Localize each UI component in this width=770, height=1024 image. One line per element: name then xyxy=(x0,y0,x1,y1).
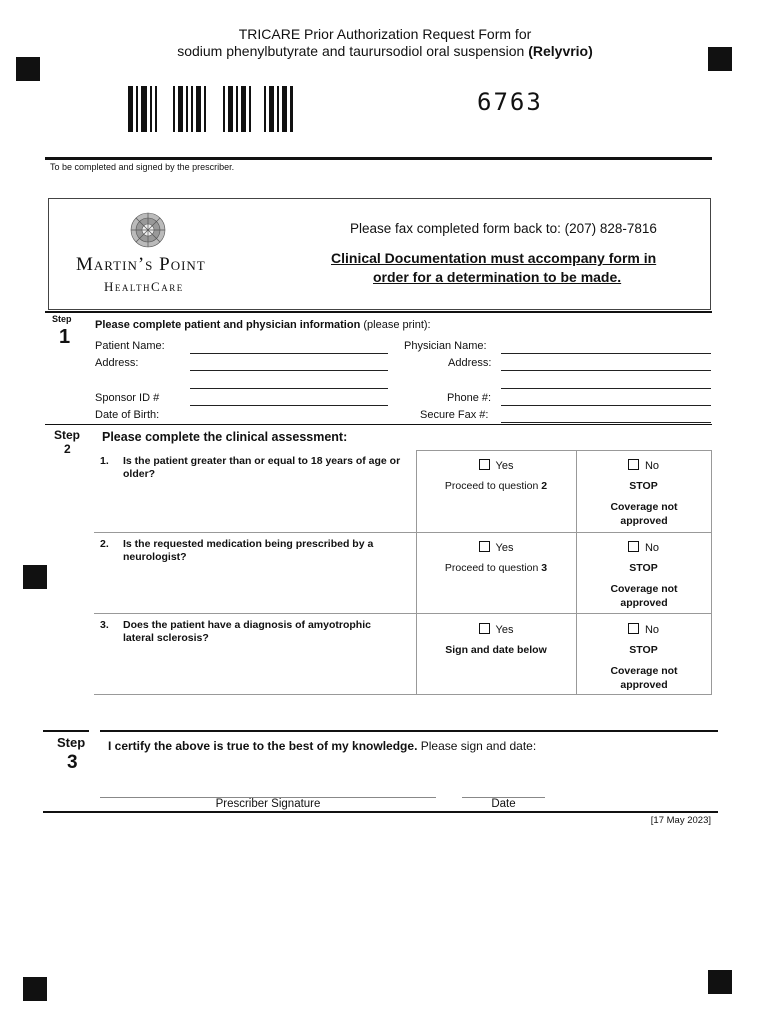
documentation-notice-line1: Clinical Documentation must accompany form in xyxy=(331,250,657,266)
documentation-notice-line2: order for a determination to be made. xyxy=(373,269,622,285)
step1-instruction xyxy=(95,319,431,331)
checkbox-icon[interactable] xyxy=(479,459,490,470)
patient-address-field[interactable] xyxy=(190,370,388,371)
phone-field[interactable] xyxy=(501,405,711,406)
question-3-no[interactable]: No xyxy=(576,623,711,636)
question-1-stop: STOP xyxy=(629,480,658,492)
physician-address-field[interactable] xyxy=(501,370,711,371)
step3-divider-left xyxy=(43,730,89,732)
step2-divider xyxy=(45,424,712,425)
registration-mark-bottom-left xyxy=(23,977,47,1001)
sponsor-id-label: Sponsor ID # xyxy=(95,392,160,404)
table-row-divider-2 xyxy=(94,613,712,614)
step1-instruction-rest: (please print): xyxy=(363,319,431,331)
dob-label: Date of Birth: xyxy=(95,409,160,421)
table-top-border xyxy=(416,450,712,451)
question-2-yes[interactable]: Yes xyxy=(416,541,576,554)
martins-point-logo-icon xyxy=(129,210,167,250)
checkbox-icon[interactable] xyxy=(628,459,639,470)
step1-label: Step xyxy=(52,314,72,324)
question-3-yes-action: Sign and date below xyxy=(445,644,547,656)
step3-number: 3 xyxy=(67,752,78,773)
question-1-text: Is the patient greater than or equal to 18 years of age or older? xyxy=(123,455,401,480)
physician-name-label: Physician Name: xyxy=(404,340,487,352)
phone-label: Phone #: xyxy=(447,392,492,404)
checkbox-icon[interactable] xyxy=(479,623,490,634)
barcode xyxy=(128,86,293,132)
logo-name: Martin’s Point xyxy=(76,254,206,275)
step1-instruction-bold: Please complete patient and physician information xyxy=(95,319,361,331)
prescriber-note: To be completed and signed by the prescriber. xyxy=(50,162,235,172)
registration-mark-bottom-right xyxy=(708,970,732,994)
question-3-text: Does the patient have a diagnosis of amyotrophic lateral sclerosis? xyxy=(123,619,371,644)
physician-address-field-2[interactable] xyxy=(501,388,711,389)
question-2-no-result: Coverage not approved xyxy=(610,583,678,609)
fax-instruction: Please fax completed form back to: (207) 828-7816 xyxy=(350,221,657,236)
assessment-table xyxy=(94,450,712,695)
checkbox-icon[interactable] xyxy=(628,541,639,552)
step1-number: 1 xyxy=(59,326,71,348)
patient-address-label: Address: xyxy=(95,357,139,369)
step3-divider-right xyxy=(100,730,718,732)
step2-label: Step xyxy=(54,428,81,442)
patient-name-label: Patient Name: xyxy=(95,340,165,352)
step1-divider xyxy=(45,311,712,313)
table-row-divider-1 xyxy=(94,532,712,533)
step3-label: Step xyxy=(57,735,86,750)
form-title-line1: TRICARE Prior Authorization Request Form for xyxy=(238,26,532,42)
patient-name-field[interactable] xyxy=(190,353,388,354)
checkbox-icon[interactable] xyxy=(628,623,639,634)
table-right-border xyxy=(711,450,712,695)
patient-address-field-2[interactable] xyxy=(190,388,388,389)
logo-subname: HealthCare xyxy=(104,279,184,294)
certification-bold: I certify the above is true to the best of my knowledge. xyxy=(108,739,418,753)
secure-fax-label: Secure Fax #: xyxy=(420,409,489,421)
question-1-no[interactable]: No xyxy=(576,459,711,472)
drug-name: sodium phenylbutyrate and taurursodiol oral suspension xyxy=(177,43,525,59)
sponsor-id-field[interactable] xyxy=(190,405,388,406)
certification-rest: Please sign and date: xyxy=(420,739,537,753)
question-3-number: 3. xyxy=(100,619,109,631)
bottom-divider xyxy=(43,811,718,813)
revision-date: [17 May 2023] xyxy=(650,815,711,826)
date-label: Date xyxy=(491,798,516,810)
header-divider xyxy=(45,157,712,160)
form-title-line2 xyxy=(0,43,770,59)
question-2-yes-action: Proceed to question 3 xyxy=(444,562,548,574)
physician-address-label: Address: xyxy=(448,357,492,369)
registration-mark-top-left xyxy=(16,57,40,81)
question-2-no[interactable]: No xyxy=(576,541,711,554)
question-2-number: 2. xyxy=(100,538,109,550)
step2-number: 2 xyxy=(64,442,71,456)
checkbox-icon[interactable] xyxy=(479,541,490,552)
question-3-no-result: Coverage not approved xyxy=(610,665,678,691)
physician-name-field[interactable] xyxy=(501,353,711,354)
question-1-yes[interactable]: Yes xyxy=(416,459,576,472)
question-3-stop: STOP xyxy=(629,644,658,656)
secure-fax-field[interactable] xyxy=(501,422,711,423)
certification-statement xyxy=(108,739,536,753)
question-1-yes-action: Proceed to question 2 xyxy=(444,480,548,492)
signature-label: Prescriber Signature xyxy=(215,798,321,810)
registration-mark-mid-left xyxy=(23,565,47,589)
step2-instruction: Please complete the clinical assessment: xyxy=(102,430,348,444)
question-1-no-result: Coverage not approved xyxy=(610,501,678,527)
question-1-number: 1. xyxy=(100,455,109,467)
form-number: 6763 xyxy=(477,88,543,116)
drug-brand: (Relyvrio) xyxy=(528,43,593,59)
question-3-yes[interactable]: Yes xyxy=(416,623,576,636)
question-2-stop: STOP xyxy=(629,562,658,574)
question-2-text: Is the requested medication being prescribed by a neurologist? xyxy=(123,538,374,563)
